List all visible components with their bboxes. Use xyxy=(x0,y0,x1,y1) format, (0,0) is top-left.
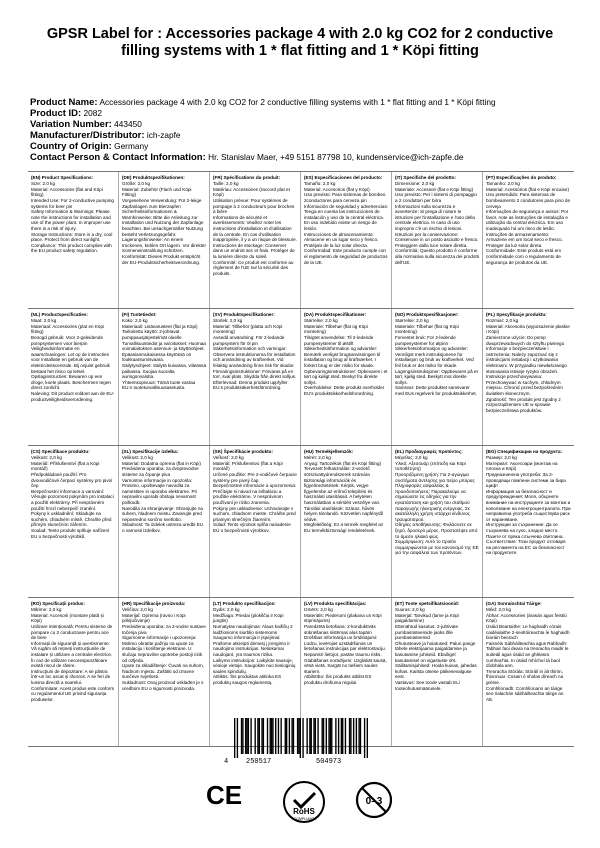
barcode-bar xyxy=(313,718,314,754)
spec-cell xyxy=(119,598,210,746)
spec-cell-text: Mărime: 2,0 kg Material: Accesorii (montare plată și Köpi) Utilizare intenționată: Pentru sisteme de pompare cu 2 conductoare pentru ace de bere Informații de siguranță și avertismente: Vă rugăm să rețineți instrucțiunile de instalare și utilizare a centralei electrice. În caz de utilizare necorespunzătoare există riscul de rănire. Instrucțiuni de depozitare: A se păstra într-un loc uscat și răcoros. A se feri de lumina directă a soarelui. Conformitate: Acest produs este conform cu regulamentul UE privind siguranța produselor. xyxy=(31,607,115,702)
spec-cell-text: Μέγεθος: 2,0 kg Υλικό: Αξεσουάρ (επίπεδη και Köpi τοποθέτηση) Προοριζόμενη χρήση: Για 2-αγώγιμα συστήματα άντλησης για πείρο μπύρας Πληροφορίες ασφαλείας & προειδοποιήσεις: Παρακαλούμε να σημειώσετε τις οδηγίες για την εγκατάσταση και χρήση του σταθμού παραγωγής ηλεκτρικής ενέργειας. Σε ακατάλληλη χρήση υπάρχει κίνδυνος τραυματισμού. Οδηγίες αποθήκευσης: Φυλάσσετε σε ξηρό, δροσερό μέρος. Προστατέψτε από το άμεσο ηλιακό φως. Συμμόρφωση: Αυτό το προϊόν συμμορφώνεται με τον κανονισμό της ΕΕ για την ασφάλεια των προϊόντων. xyxy=(395,455,479,556)
barcode-bar xyxy=(338,718,339,754)
spec-cell xyxy=(392,309,483,445)
spec-cell xyxy=(119,309,210,445)
spec-cell-text: Tamanho: 2,0 kg Material: Acessórios (flat e Köpi encaixe) Uso pretendido: Para sistemas de bombeamento 2 condutores para pino de cerveja Informações de segurança e avisos: Por favor, note as instruções de instalação e utilização da central eléctrica. Em uso inadequado há um risco de lesão. Instruções de armazenamento: Armazene em um local seco e fresco. Proteger da luz solar direta. Conformidade: Este produto está em conformidade com o regulamento de segurança de produtos da UE. xyxy=(486,181,571,265)
barcode-bars xyxy=(234,718,368,758)
barcode-bar xyxy=(311,718,312,754)
language-specification-grid xyxy=(28,171,574,747)
spec-cell-text: Size: 2.0 kg Material: Accessories (flat and Köpi fitting) Intended Use: For 2-conductive pumping systems for beer pin Safety Information & Warnings: Please note the instructions for installation and use of the power plant. In improper use there is a risk of injury. Storage Instructions: Store in a dry, cool place. Protect from direct sunlight. Compliance: This product complies with the EU product safety regulation. xyxy=(31,181,114,254)
barcode-bar xyxy=(278,718,279,754)
spec-cell-heading: (PL) Specyfikacje produktu: xyxy=(486,312,547,317)
barcode-bar xyxy=(237,718,238,758)
barcode-bar xyxy=(330,718,331,754)
barcode-bar xyxy=(367,718,368,758)
country-value: Germany xyxy=(114,141,149,151)
manufacturer-value: ich-zapfe xyxy=(146,130,181,140)
spec-cell-heading: (DA) Produktspecifikationer: xyxy=(304,312,367,317)
spec-cell-text: Méret: 2,0 kg Anyag: Tartozékok (flat és Köpi fitting) Tervezett felhasználás: 2-vezető sörszivattyúrendszerek számára Biztonsági információk és figyelmeztetések: Kérjük, vegye figyelembe az erőmű telepítési és használati utasításait. A helytelen használatban a sérülés veszélye van. Tárolási utasítások: Száraz, hűvös helyen tárolandó. Közvetlen napfénytől védve. Megfelelőség: Ez a termék megfelel az EU termékbiztonsági rendeletének. xyxy=(304,455,384,533)
spec-cell-heading: (FR) Spécifications du produit: xyxy=(213,175,281,180)
spec-cell-heading: (LV) Produkta specifikācijas: xyxy=(304,601,367,606)
spec-cell xyxy=(28,446,119,597)
barcode-bar xyxy=(341,718,342,754)
barcode-bar xyxy=(302,718,303,758)
barcode-bar xyxy=(263,718,264,754)
barcode-bar xyxy=(353,718,354,754)
barcode-bar xyxy=(242,718,243,754)
spec-cell-heading: (LT) Produkto specifikacijos: xyxy=(213,601,276,606)
barcode-bar xyxy=(315,718,316,754)
barcode-bar xyxy=(271,718,272,754)
barcode-bar xyxy=(364,718,365,758)
spec-cell-text: Maat: 2,0 kg Materiaal: Accessoires (plat en Köpi fitting) Beoogd gebruik: Voor 2-geleidende pompsystemen voor bierpin Veiligheidsinformatie en waarschuwingen: Let op de instructies voor installatie en gebruik van de elektriciteitscentrale. Bij onjuist gebruik bestaat het risico op letsel. Opslaginstructies: Bewaren op een droge, koele plaats. Beschermen tegen direct zonlicht. Naleving: Dit product voldoet aan de EU-productveiligheidsverordening. xyxy=(31,318,115,402)
spec-cell-heading: (PT) Especificações do produto: xyxy=(486,175,557,180)
spec-cell-heading: (NL) Productspecificaties: xyxy=(31,312,88,317)
spec-cell-text: Koko: 2,0 kg Materiaali: Lisävarusteet (flat ja Köpi) Tarkoitettu käyttö: 2-johtavat pumppausjärjestelmät oluelle Turvallisuustiedot ja varoitukset: Huomaa voimalaitoksen asennus- ja käyttöohjeet. Epäasianmukaisessa käytössä on loukkaantumisvaara. Säilytysohjeet: Säilytä kuivassa, viileässä paikassa. Suojaa suoralta auringonvalolta. Yhteensopivuus: Tämä tuote vastaa EU:n tuoteturvallisuusasetusta. xyxy=(122,318,207,391)
barcode-digit-first: 4 xyxy=(224,758,229,766)
spec-cell xyxy=(28,598,119,746)
barcode-bar xyxy=(326,718,327,754)
barcode-bar xyxy=(280,718,281,754)
barcode-bar xyxy=(349,718,350,754)
spec-cell xyxy=(483,598,574,746)
barcode-bar xyxy=(298,718,299,754)
spec-cell-text: Suurus: 2,0 kg Materjal: Tarvikud (lame ja Köpi paigaldamine) Ettenähtud kasutus: 2-juhtivate pumbasüsteemide jaoks õlle pumbasüsteemid Ohutusteave ja hoiatused: Palun pange tähele elektrijaama paigaldamise ja kasutamise juhiseid. Ebaõigel kasutamisel on vigastuste oht. Säilitamisjuhised: Hoida kuivas, jahedas kohas. Kaitsta otsese päikesevalguse eest. Vastavus: See toode vastab ELi tooteohutusmäärusele. xyxy=(395,607,477,691)
certification-logos xyxy=(190,780,420,828)
spec-cell-heading: (FI) Tuotetiedot: xyxy=(122,312,157,317)
spec-cell-text: Taille: 2,0 kg Matériau: Accessoires (raccord plat et Köpi) Utilisation prévue: Pour systèmes de pompage à 2 conducteurs pour broches à bière Informations de sécurité et avertissements: Veuillez noter les instructions d'installation et d'utilisation de la centrale. En cas d'utilisation inappropriée, il y a un risque de blessure. Instructions de stockage: Conserver dans un endroit sec et frais. Protéger de la lumière directe du soleil. Conformité: Ce produit est conforme au règlement de l'UE sur la sécurité des produits. xyxy=(213,181,298,276)
spec-cell xyxy=(392,172,483,308)
barcode-bar xyxy=(350,718,351,754)
spec-cell xyxy=(119,172,210,308)
variation-value: 443450 xyxy=(114,119,142,129)
svg-text:RoHS: RoHS xyxy=(293,807,315,816)
barcode-bar xyxy=(257,718,258,754)
svg-text:0–3: 0–3 xyxy=(365,796,383,807)
spec-cell xyxy=(119,446,210,597)
ce-mark-icon xyxy=(204,780,244,810)
barcode-digits-left: 250517 xyxy=(246,758,272,766)
spec-cell-text: Dimensione: 2,0 kg Materiale: Accessori (flat e Köpi fitting) Uso previsto: Per i sistemi di pompaggio a 2 conduttori per birra Informazioni sulla sicurezza e avvertenze: Si prega di notare le istruzioni per l'installazione e l'uso della centrale elettrica. In caso di uso improprio c'è un rischio di lesioni. Istruzioni per la conservazione: Conservare in un posto asciutto e fresco. Proteggere dalla luce solare diretta. Conformità: Questo prodotto è conforme alla normativa sulla sicurezza dei prodotti dell'UE. xyxy=(395,181,480,265)
spec-cell-heading: (SV) Produktspecifikationer: xyxy=(213,312,275,317)
product-info xyxy=(30,97,575,163)
page-title: GPSR Label for : Accessories package 4 with 2.0 kg CO2 for 2 conductive filling systems with 1 * flat fitting and 1 * Köpi fitting xyxy=(46,26,554,59)
spec-cell-text: Storlek: 2,0 kg Material: Tillbehör (platta och Köpi montering) Avsedd användning: För 2-ledande pumpsystem för öl pin Säkerhetsinformation och varningar: Observera instruktionerna för installation och användning av kraftverket. Vid felaktig användning finns risk för skador. Förvaringsinstruktioner: Förvaras på en torr, sval plats. Skydda från direkt solljus. Efterlevnad: Denna produkt uppfyller EU:s produktsäkerhetsförordning. xyxy=(213,318,297,391)
barcode-bar xyxy=(286,718,287,754)
spec-band xyxy=(28,172,574,309)
barcode-bar xyxy=(270,718,271,754)
barcode-bar xyxy=(285,718,286,754)
spec-cell-text: Velikost: 2,0 kg Material: Dodatna oprema (flat in Köpi) Predvidena uporaba: za dvoprevodne sisteme za črpanje piva Varnostne informacije in opozorila: Prosimo, upoštevajte navodila za namestitev in uporabo elektrarne. Pri nepravilni uporabi obstaja nevarnost poškodb. Navodila za shranjevanje: Shranjujte na suhem, hladnem mestu. Zavarujte pred neposredno sončno svetlobo. Skladnost: Ta izdelek ustreza uredbi EU o varnosti izdelkov. xyxy=(122,455,204,533)
product-id-value: 2082 xyxy=(83,108,102,118)
spec-cell-heading: (CS) Specifikace produktu: xyxy=(31,449,90,454)
spec-cell-heading: (RO) Specificații produs: xyxy=(31,601,85,606)
manufacturer-row xyxy=(30,130,575,141)
spec-cell-heading: (NO) Produktspesifikasjoner: xyxy=(395,312,459,317)
barcode-bar xyxy=(331,718,332,754)
spec-cell-text: Izmērs: 2,0 kg Materiāls: Piederumi (plakana un Köpi stiprinājums) Paredzētā lietošana: 2-konduktīvās sūknēšanas sistēmas alus tapām Drošības informācija un brīdinājumi: Lūdzu, ievērojiet uzstādīšanas un lietošanas instrukcijas par elektrostaciju. Nepareizi lietojot, pastāv traumu risks. Glabāšanas norādījumi: Uzglabāt sausā, vēsā vietā. Sargāt no tiešiem saules stariem. Atbilstība: Šis produkts atbilst ES produktu drošuma regulai. xyxy=(304,607,387,685)
product-name-value: Accessories package 4 with 2.0 kg CO2 for 2 conductive filling systems with 1 * flat fitting and 1 * Köpi fitting xyxy=(99,97,496,107)
country-label: Country of Origin: xyxy=(30,141,112,152)
product-name-label: Product Name: xyxy=(30,97,98,108)
spec-cell-heading: (EL) Προδιαγραφές προϊόντος: xyxy=(395,449,463,454)
spec-band xyxy=(28,309,574,446)
svg-text:CE: CE xyxy=(205,780,243,810)
variation-row xyxy=(30,119,575,130)
barcode-bar xyxy=(345,718,346,754)
spec-cell-text: Størrelse: 2,0 kg Materiale: Tilbehør (flat og Köpi montering) Forventet bruk: For 2-ledende pumpesystemer for ølpinn Sikkerhetsinformasjon og advarsler: Vennligst merk instruksjonene for installasjon og bruk av kraftverket. Ved feil bruk er det risiko for skade. Lagringsinstruksjoner: Oppbevares på et tørt, kjølig sted. Beskytt mot direkte sollys. Samsvar: Dette produktet samsvarer med EUs regelverk for produktsikkerhet. xyxy=(395,318,478,396)
barcode-bar xyxy=(250,718,251,754)
spec-cell xyxy=(392,446,483,597)
barcode-bar xyxy=(293,718,294,754)
barcode-bar xyxy=(335,718,336,754)
barcode-bar xyxy=(323,718,324,754)
barcode-bar xyxy=(259,718,260,754)
spec-cell-heading: (HU) Termékjellemzők: xyxy=(304,449,354,454)
barcode-bar xyxy=(255,718,256,754)
spec-cell-heading: (ES) Especificaciones del producto: xyxy=(304,175,383,180)
spec-cell-text: Dydis: 2,0 kg Medžiaga: Priedai (plokščia ir Köpi jungtis) Numatytas naudojimas: Alaus kaiščių 2 laidžiosioms siurblio sistemoms Saugumo informacija ir įspėjimai: Prašome atkreipti dėmesį į įrengimo ir naudojimo instrukcijas. Netinkamai naudojant, yra traumos rizika. Laikymo instrukcijos: Laikykite sausoje, vėsioje vietoje. Saugokite nuo tiesioginių saulės spindulių. Atitiktis: Šis produktas atitinka ES produktų saugos reglamentą. xyxy=(213,607,296,685)
manufacturer-label: Manufacturer/Distributor: xyxy=(30,130,145,141)
barcode-bar xyxy=(297,718,298,754)
product-id-label: Product ID: xyxy=(30,108,82,119)
spec-cell xyxy=(483,309,574,445)
spec-cell-heading: (ET) Toote spetsifikatsioonid: xyxy=(395,601,460,606)
spec-cell-heading: (EN) Product Specifications: xyxy=(31,175,94,180)
barcode-bar xyxy=(317,718,318,754)
barcode-bar xyxy=(309,718,310,754)
spec-cell-heading: (SL) Specifikacije izdelka: xyxy=(122,449,179,454)
spec-band xyxy=(28,446,574,598)
barcode-bar xyxy=(358,718,359,754)
spec-cell-heading: (DE) Produktspezifikationen: xyxy=(122,175,185,180)
ean-barcode xyxy=(224,718,378,770)
spec-cell xyxy=(210,446,301,597)
variation-label: Variation Number: xyxy=(30,119,112,130)
barcode-bar xyxy=(272,718,273,754)
not-for-children-age-warning-icon xyxy=(354,780,394,820)
barcode-digits-right: 504973 xyxy=(316,758,342,766)
barcode-bar xyxy=(300,718,301,758)
barcode-bar xyxy=(291,718,292,754)
barcode-bar xyxy=(234,718,235,758)
barcode-bar xyxy=(328,718,329,754)
spec-cell-text: Tamaño: 2,0 kg Material: Accesorios (flat y Köpi) Uso previsto: Para sistemas de bombeo 2conductores para cerveza pin Información de seguridad y advertencias: Tenga en cuenta las instrucciones de instalación y uso de la central eléctrica. En uso indebido existe un riesgo de lesión. Instrucciones de almacenamiento: Almacene en un lugar seco y fresco. Protéjalo de la luz solar directa. Conformidad: Este producto cumple con el reglamento de seguridad de productos de la UE. xyxy=(304,181,389,265)
contact-value: Hr. Stanislav Maer, +49 5151 87798 10, kundenservice@ich-zapfe.de xyxy=(208,152,464,162)
spec-cell-heading: (BG) Спецификации на продукта: xyxy=(486,449,563,454)
spec-cell-text: Размер: 2,0 kg Материал: Аксесоари (монтаж на плоска и Кöpi) Предназначена употреба: За 2-проводящи помпени системи за бира щифт Информация за безопасност и предупреждения: Моля, обърнете внимание на инструкциите за монтаж и използване на електроцентралата. При неправилна употреба съществува риск от нараняване. Инструкции за съхранение: Да се съхранява на сухо, хладно място. Пазете от пряка слънчева светлина. Съответствие: Този продукт отговаря на регламента на ЕС за безопасност на продуктите. xyxy=(486,455,571,556)
product-name-row xyxy=(30,97,575,108)
spec-cell-text: Größe: 2,0 kg Material: Zubehör (Flach und Köpi Fitting) Vorgesehene Verwendung: Für 2-leiige Zapfanlagen zum Bierzapfen Sicherheitsinformationen & Warnhinweise: Bitte die Anleitung zur Installation und Nutzung der Zapfanlage beachten. Bei unsachgemäßer Nutzung besteht Verletzungsgefahr. Lagerungshinweise: An einem trockenen, kühlen Ort lagern. Vor direkter Sonneneinstrahlung schützen. Konformität: Dieses Produkt entspricht der EU-Produktsicherheitsverordnung. xyxy=(122,181,207,265)
barcode-bar xyxy=(342,718,343,754)
spec-cell xyxy=(301,446,392,597)
svg-text:COMPLIANT: COMPLIANT xyxy=(293,817,315,821)
spec-cell-heading: (SK) Špecifikácie produktu: xyxy=(213,449,273,454)
barcode-bar xyxy=(360,718,361,754)
contact-label: Contact Person & Contact Information: xyxy=(30,152,206,163)
barcode-bar xyxy=(261,718,262,754)
spec-cell xyxy=(483,446,574,597)
barcode-bar xyxy=(245,718,246,754)
barcode-bar xyxy=(289,718,290,754)
spec-cell-text: Rozmiar: 2,0 kg Materiał: Akcesoria (wyposażenie płaskie i Köpi) Zamierzone użycie: Do pomp dwuprzewodowych do sztyftu piwnego Informacje o bezpieczeństwie i ostrzeżenia: Należy zapoznać się z instrukcjami instalacji i użytkowania elektrowni. W przypadku niewłaściwego stosowania istnieje ryzyko obrażeń. Instrukcje przechowywania: Przechowywać w suchym, chłodnym miejscu. Chronić przed bezpośrednim światłem słonecznym. Zgodność: Ten produkt jest zgodny z rozporządzeniem UE w sprawie bezpieczeństwa produktów. xyxy=(486,318,570,413)
spec-cell-text: Veličina: 2,0 kg Materijal: Oprema (ravno i Köpi priključivanje) Predviđena uporaba: za 2-vodne sustave točenja piva Sigurnosne informacije i upozorenja: Molimo obratite pažnju na upute za instalaciju i korištenje elektrane. U slučaju nepravilne upotrebe postoji rizik od ozljeda. Upute za skladištenje: Čuvati na suhom, hladnom mjestu. Zaštititi od izravne sunčeve svjetlosti. Sukladnost: Ovaj proizvod usklađen je s uredbom EU o sigurnosti proizvoda. xyxy=(122,607,206,691)
barcode-bar xyxy=(246,718,247,754)
spec-cell xyxy=(483,172,574,308)
spec-cell xyxy=(210,172,301,308)
spec-cell-text: Velikost: 2,0 kg Materiál: Příslušenství (flat a Köpi montáž) Předpokládané použití: Pro dvouvodičové čerpací systémy pro pivní čep Bezpečnostní informace a varování: Věnujte pozornost pokynům pro instalaci a použití elektrárny. Při nesprávném použití hrozí nebezpečí zranění. Pokyny k uskladnění: Skladujte na suchém, chladném místě. Chraňte před přímým slunečním zářením. Soulad: Tento produkt splňuje nařízení EU o bezpečnosti výrobků. xyxy=(31,455,114,539)
spec-cell-text: Méid: 2,0 kg Ábhar: Accessories (árasán agus feistiú Köpi) Úsáid Beartaithe: Le haghaidh córais caidéalaithe 2-seoltóireachta le haghaidh bioráin beorach Faisnéis Sábháilteachta agus Rabhadh: Tabhair faoi deara na treoracha maidir le suiteáil agus úsáid an ghléasra cumhachta. In úsáid mhíchuí tá baol díobhála ann. Treoracha Stórála: Stóráil in áit thirim, fhionnuar. Cosain ó sholas díreach na gréine. Comhlíonadh: Comhlíonann an táirge seo rialachán sábháilteachta táirge an AE. xyxy=(486,607,570,702)
spec-cell-text: Veľkosť: 2,0 kg Materiál: Príslušenstvo (flat a Köpi montáž) Určené použitie: Pre 2-vodičové čerpacie systémy pre pivný čap Bezpečnostné informácie a upozornenia: Prečítajte si návod na inštaláciu a použitie elektrárne. V nesprávnom používaní je riziko zranenia. Pokyny pre uskladnenie: Uchovávajte v suchom, chladnom mieste. Chráňte pred priamym slnečným žiarením. Súlad: Tento výrobok spĺňa nariadenie EÚ o bezpečnosti výrobkov. xyxy=(213,455,297,533)
barcode-bar xyxy=(241,718,242,754)
spec-cell xyxy=(28,309,119,445)
spec-cell xyxy=(210,309,301,445)
barcode-bar xyxy=(267,718,268,754)
barcode-bar xyxy=(275,718,276,754)
contact-row xyxy=(30,152,575,163)
spec-cell xyxy=(392,598,483,746)
country-row xyxy=(30,141,575,152)
spec-cell-heading: (GA) Sonraíochtaí Táirge: xyxy=(486,601,542,606)
spec-cell-heading: (HR) Specifikacije proizvoda: xyxy=(122,601,186,606)
spec-cell xyxy=(301,172,392,308)
spec-cell xyxy=(301,309,392,445)
barcode-bar xyxy=(322,718,323,754)
barcode-bar xyxy=(356,718,357,754)
spec-cell-text: Størrelse: 2,0 kg Materiale: Tilbehør (flat og Köpi montering) Tilsigtet anvendelse: Til 2-ledende pumpesystemer til ølstift Sikkerhedsinformation og advarsler: Bemærk venligst brugsanvisningen til installation og brug af kraftværket. I forkert brug er der risiko for skade. Opbevaringsinstruktioner: Opbevares i et tørt og køligt sted. Beskyt fra direkte sollys. Overholdelse: Dette produkt overholder EU's produktsikkerhedsforordning. xyxy=(304,318,388,396)
barcode-bar xyxy=(248,718,249,754)
spec-cell xyxy=(28,172,119,308)
spec-cell-heading: (IT) Specifiche del prodotto: xyxy=(395,175,456,180)
rohs-compliant-icon xyxy=(282,780,326,824)
product-id-row xyxy=(30,108,575,119)
barcode-bar xyxy=(306,718,307,754)
